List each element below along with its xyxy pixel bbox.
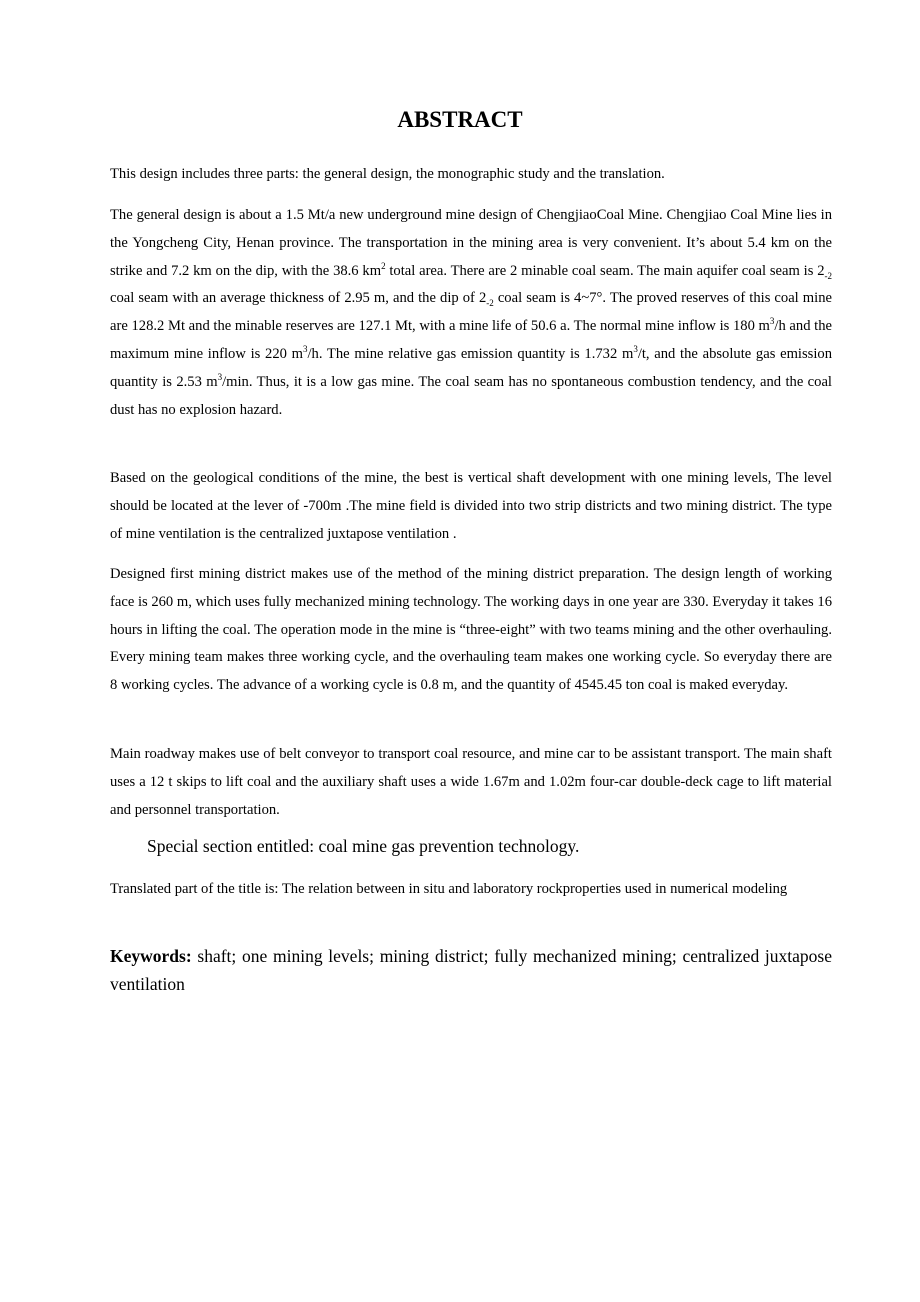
area-superscript: 2 bbox=[381, 260, 386, 271]
inflow-superscript-2: 3 bbox=[302, 344, 308, 355]
special-section-line: Special section entitled: coal mine gas prevention technology. bbox=[147, 836, 580, 856]
transport-paragraph: Main roadway makes use of belt conveyor to transport coal resource, and mine car to be assistant transport. The main shaft uses a 12 t skips to lift coal and the auxiliary shaft uses a wide 1.67m and 1.02m four-car double-deck cage to lift material and personnel transportation. bbox=[110, 746, 832, 818]
general-text-7: /t, and the absolute gas emission quantity is 2.53 m bbox=[110, 345, 832, 390]
general-text-5: /h and the maximum mine inflow is 220 m bbox=[110, 318, 832, 362]
inflow-superscript-1: 3 bbox=[769, 316, 775, 327]
translation-paragraph: Translated part of the title is: The relation between in situ and laboratory rockproperties used in numerical modeling bbox=[110, 881, 788, 897]
general-text-6: /h. The mine relative gas emission quantity is 1.732 m bbox=[307, 345, 634, 362]
general-text-1: The general design is about a 1.5 Mt/a new underground mine design of ChengjiaoCoal Mine. Chengjiao Coal Mine lies in the Yongcheng City, Henan province. The transportation in the mining area is very convenient. It’s about 5.4 km on the strike and 7.2 km on the dip, with the 38.6 km bbox=[110, 207, 832, 279]
mining-district-paragraph: Designed first mining district makes use of the method of the mining district preparation. The design length of working face is 260 m, which uses fully mechanized mining technology. The working days in one year are 330. Everyday it takes 16 hours in lifting the coal. The operation mode in the mine is “three-eight” with two teams mining and the other overhauling. Every mining team makes three working cycle, and the overhauling team makes one working cycle. So everyday there are 8 working cycles. The advance of a working cycle is 0.8 m, and the quantity of 4545.45 ton coal is maked everyday. bbox=[110, 566, 832, 694]
gas-superscript-2: 3 bbox=[217, 371, 223, 382]
keywords-label: Keywords: bbox=[110, 946, 192, 966]
keywords-list: shaft; one mining levels; mining district; fully mechanized mining; centralized juxtapose ventilation bbox=[110, 946, 832, 994]
general-text-3: coal seam with an average thickness of 2.95 m, and the dip of 2 bbox=[110, 290, 487, 307]
development-paragraph: Based on the geological conditions of the mine, the best is vertical shaft development with one mining levels, The level should be located at the lever of -700m .The mine field is divided into two strip districts and two mining district. The type of mine ventilation is the centralized juxtapose ventilation . bbox=[110, 470, 832, 542]
gas-superscript-1: 3 bbox=[633, 344, 638, 355]
general-design-paragraph bbox=[110, 202, 832, 424]
abstract-title: ABSTRACT bbox=[397, 107, 523, 132]
seam-subscript-2: -2 bbox=[486, 298, 494, 309]
intro-paragraph: This design includes three parts: the general design, the monographic study and the translation. bbox=[110, 166, 665, 182]
general-text-8: /min. Thus, it is a low gas mine. The coal seam has no spontaneous combustion tendency, and the coal dust has no explosion hazard. bbox=[110, 373, 832, 418]
seam-subscript-1: -2 bbox=[824, 270, 832, 281]
general-text-4: coal seam is 4~7°. The proved reserves of this coal mine are 128.2 Mt and the minable reserves are 127.1 Mt, with a mine life of 50.6 a. The normal mine inflow is 180 m bbox=[110, 290, 832, 335]
general-text-2: total area. There are 2 minable coal seam. The main aquifer coal seam is 2 bbox=[385, 262, 825, 279]
keywords-line bbox=[110, 942, 832, 998]
